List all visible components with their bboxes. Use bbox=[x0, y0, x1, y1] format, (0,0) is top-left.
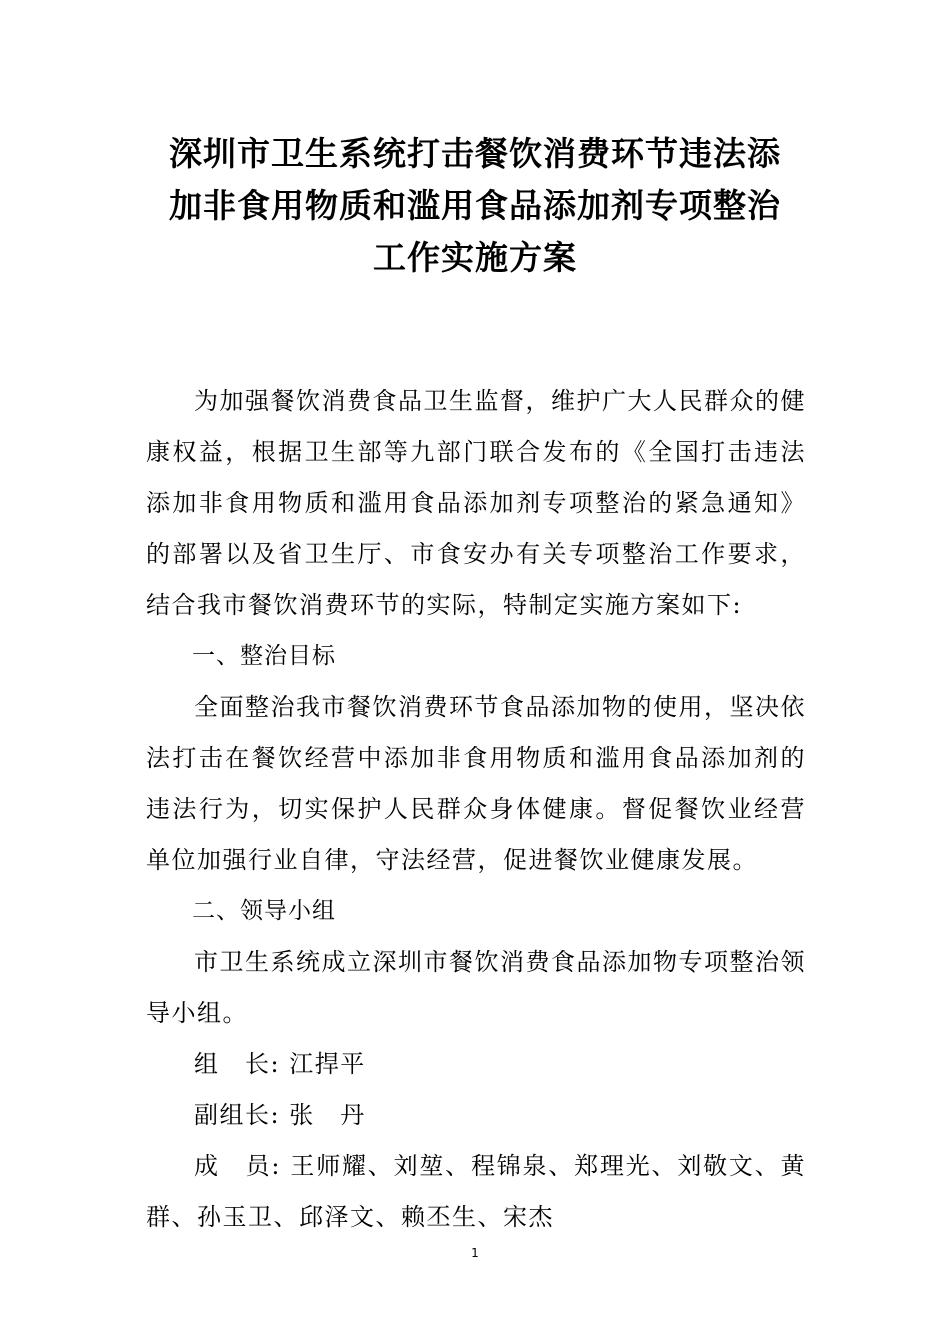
document-body bbox=[146, 376, 806, 1243]
group-leader: 组 长: 江捍平 bbox=[194, 1050, 366, 1078]
title-line-1: 深圳市卫生系统打击餐饮消费环节违法添 bbox=[169, 134, 781, 173]
document-title bbox=[120, 128, 830, 284]
title-line-2: 加非食用物质和滥用食品添加剂专项整治 bbox=[169, 186, 781, 225]
intro-paragraph: 为加强餐饮消费食品卫生监督，维护广大人民群众的健康权益，根据卫生部等九部门联合发布的《全国打击违法添加非食用物质和滥用食品添加剂专项整治的紧急通知》的部署以及省卫生厅、市食安办有关专项整治工作要求，结合我市餐饮消费环节的实际，特制定实施方案如下: bbox=[146, 387, 806, 619]
section-heading-leadership: 二、领导小组 bbox=[192, 898, 336, 924]
leadership-paragraph: 市卫生系统成立深圳市餐饮消费食品添加物专项整治领导小组。 bbox=[146, 948, 806, 1027]
group-members: 成 员: 王师耀、刘堃、程锦泉、郑理光、刘敬文、黄群、孙玉卫、邱泽文、赖丕生、宋杰 bbox=[146, 1152, 806, 1231]
section-heading-goals: 一、整治目标 bbox=[192, 643, 336, 669]
page-number: 1 bbox=[471, 1246, 479, 1260]
goals-paragraph: 全面整治我市餐饮消费环节食品添加物的使用，坚决依法打击在餐饮经营中添加非食用物质和滥用食品添加剂的违法行为，切实保护人民群众身体健康。督促餐饮业经营单位加强行业自律，守法经营，促进餐饮业健康发展。 bbox=[146, 693, 806, 874]
title-line-3: 工作实施方案 bbox=[373, 238, 577, 277]
deputy-leader: 副组长: 张 丹 bbox=[194, 1101, 366, 1129]
